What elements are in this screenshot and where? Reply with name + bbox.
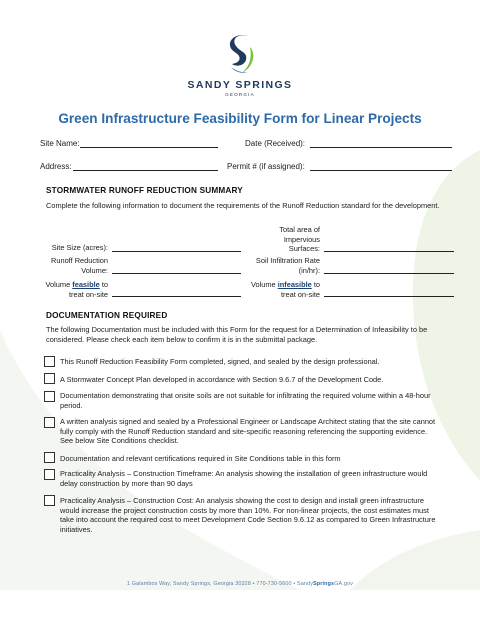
doc-item-feasibility-form: This Runoff Reduction Feasibility Form completed, signed, and sealed by the design professional. — [60, 357, 380, 366]
permit-number-label: Permit # (if assigned): — [227, 162, 305, 171]
checkbox-written-analysis[interactable] — [44, 417, 55, 428]
sandy-springs-logo-icon — [226, 33, 256, 75]
documentation-intro: The following Documentation must be included with this Form for the request for a Determination of Infeasibility to be considered. Please check each item below to confirm it is in the submittal package. — [46, 325, 428, 344]
soil-infiltration-rate-field[interactable] — [324, 273, 454, 274]
impervious-area-label: Total area of Impervious Surfaces: — [279, 225, 320, 253]
doc-item-written-analysis: A written analysis signed and sealed by a Professional Engineer or Landscape Architect stating that the site cannot fully comply with the Runoff Reduction standard and site-specific reasoning referencing the supporting evidence. See below Site Conditions checklist. — [60, 417, 436, 446]
footer-contact: 1 Galambos Way, Sandy Springs, Georgia 30328 • 770-730-5600 • SandySpringsGA.gov — [126, 581, 354, 587]
checkbox-site-conditions[interactable] — [44, 452, 55, 463]
website-link[interactable]: SandySpringsGA.gov — [297, 581, 354, 587]
checkbox-stormwater-concept-plan[interactable] — [44, 373, 55, 384]
runoff-summary-intro: Complete the following information to document the requirements of the Runoff Reduction standard for the development. — [46, 201, 440, 210]
date-received-label: Date (Received): — [245, 139, 306, 148]
date-received-field[interactable] — [310, 147, 452, 148]
volume-infeasible-label: Volume infeasible to treat on-site — [250, 280, 320, 299]
runoff-summary-heading: STORMWATER RUNOFF REDUCTION SUMMARY — [46, 186, 243, 195]
volume-feasible-label: Volume feasible to treat on-site — [45, 280, 108, 299]
volume-feasible-field[interactable] — [112, 296, 241, 297]
site-size-label: Site Size (acres): — [51, 243, 108, 252]
runoff-reduction-volume-field[interactable] — [112, 273, 241, 274]
checkbox-construction-timeframe[interactable] — [44, 469, 55, 480]
brand-name: SANDY SPRINGS — [187, 79, 293, 91]
checkbox-feasibility-form[interactable] — [44, 356, 55, 367]
form-title: Green Infrastructure Feasibility Form for Linear Projects — [58, 111, 422, 126]
infeasible-emphasis: infeasible — [277, 280, 312, 289]
doc-item-soil-documentation: Documentation demonstrating that onsite soils are not suitable for infiltrating the required volume within a 48-hour period. — [60, 391, 431, 410]
checkbox-soil-documentation[interactable] — [44, 391, 55, 402]
doc-item-stormwater-concept-plan: A Stormwater Concept Plan developed in accordance with Section 9.6.7 of the Development Code. — [60, 375, 384, 384]
feasible-emphasis: feasible — [72, 280, 100, 289]
impervious-area-field[interactable] — [324, 251, 454, 252]
volume-infeasible-field[interactable] — [324, 296, 454, 297]
permit-number-field[interactable] — [310, 170, 452, 171]
checkbox-construction-cost[interactable] — [44, 495, 55, 506]
brand-subtitle: GEORGIA — [225, 92, 255, 97]
doc-item-construction-cost: Practicality Analysis – Construction Cost: An analysis showing the cost to design and install green infrastructure would increase the project construction costs by more than 10%. For non-linear projects, the cost estimates must take into account the required cost to meet Development Code Section 9.6.12 as compared to Green Infrastructure initiatives. — [60, 496, 436, 534]
address-field[interactable] — [73, 170, 218, 171]
site-name-field[interactable] — [80, 147, 218, 148]
documentation-heading: DOCUMENTATION REQUIRED — [46, 311, 168, 320]
soil-infiltration-rate-label: Soil Infiltration Rate (in/hr): — [255, 256, 320, 275]
doc-item-site-conditions: Documentation and relevant certifications required in Site Conditions table in this form — [60, 454, 341, 463]
site-name-label: Site Name: — [40, 139, 80, 148]
runoff-reduction-volume-label: Runoff Reduction Volume: — [51, 256, 108, 275]
doc-item-construction-timeframe: Practicality Analysis – Construction Timeframe: An analysis showing the installation of green infrastructure would delay construction by more than 90 days — [60, 469, 428, 488]
site-size-field[interactable] — [112, 251, 241, 252]
address-label: Address: — [40, 162, 72, 171]
